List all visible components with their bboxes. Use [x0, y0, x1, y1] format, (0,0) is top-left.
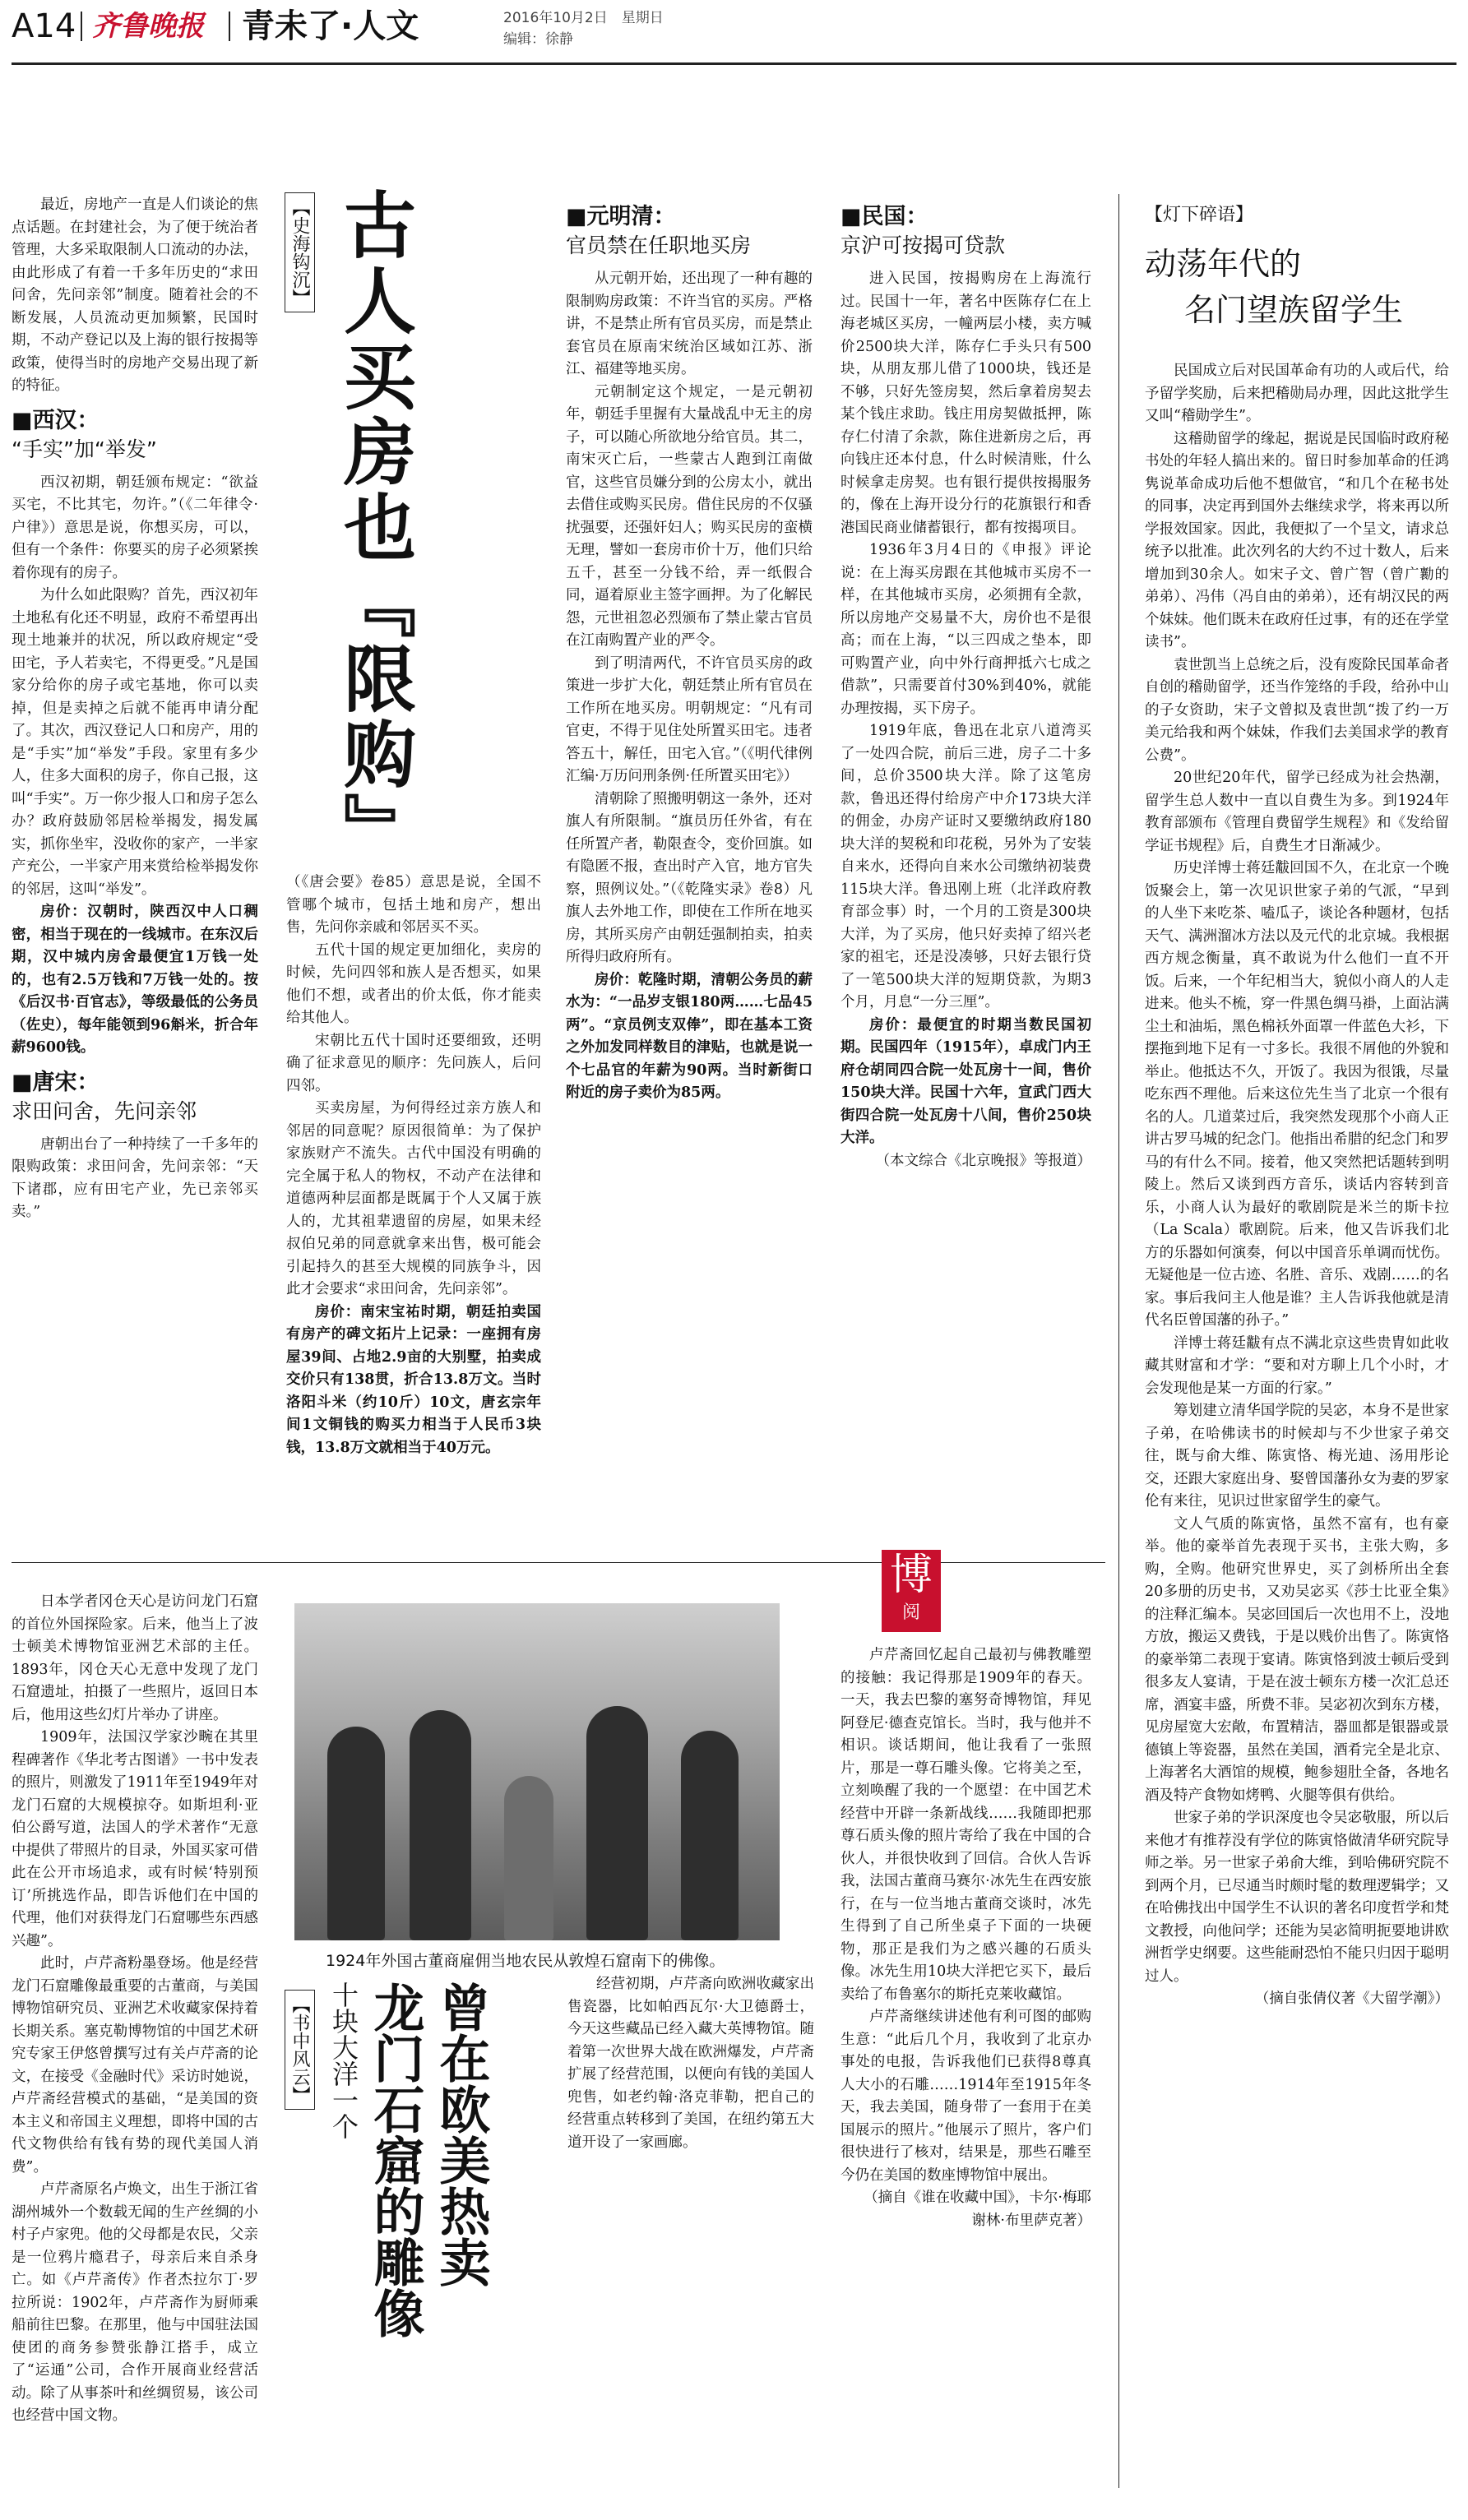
article1-col3 [566, 194, 813, 1551]
horizontal-divider [12, 1562, 1105, 1563]
article1-col1 [12, 194, 258, 1551]
a3-p3: 此时，卢芹斋粉墨登场。他是经营龙门石窟雕像最重要的古董商，与美国博物馆研究员、亚洲艺术收藏家保持着长期关系。塞克勒博物馆的中国艺术研究专家王伊悠曾撰写过有关卢芹斋的论文，在接受《金融时代》采访时她说，卢芹斋经营模式的基础，“是美国的资本主义和帝国主义理想，即将中国的古代文物供给有钱有势的现代美国人消费”。 [12, 1955, 258, 2176]
article2-source: （摘自张倩仪著《大留学潮》） [1254, 1991, 1449, 2007]
article1-source: （本文综合《北京晚报》等报道） [875, 1152, 1091, 1169]
s3-p4: 清朝除了照搬明朝这一条外，还对旗人有所限制。“旗员历任外省，有在任所置产者，勒限查令，变价回旗。如有隐匿不报，查出时产入官，地方官失察，照例议处。”（《乾隆实录》卷8）凡旗人去外地工作，即使在工作所在地买房，其所买房产由朝廷强制拍卖，拍卖所得归政府所有。 [566, 790, 813, 965]
s4-head: ■民国： [841, 204, 928, 229]
a2-p4: 20世纪20年代，留学已经成为社会热潮，留学生总人数中一直以自费生为多。到1924年教育部颁布《管理自费留学生规程》和《发给留学证书规程》后，自费生才日渐减少。 [1145, 770, 1449, 854]
s1-price: 汉朝时，陕西汉中人口稠密，相当于现在的一线城市。在东汉后期，汉中城内房舍最便宜1万钱一处的，也有2.5万钱和7万钱一处的。按《后汉书·百官志》，等级最低的公务员（佐史），每年能领到96斛米，折合年薪9600钱。 [12, 904, 259, 1056]
header-divider-2 [229, 12, 230, 41]
figure-3 [504, 1776, 553, 1940]
article1-title: 古人买房也『限购』 [332, 187, 417, 868]
s2-p5: 买卖房屋，为何得经过亲方族人和邻居的同意呢？原因很简单：为了保护家族财产不流失。古代中国没有明确的完全属于私人的物权，不动产在法律和道德两种层面都是既属于个人又属于族人的，尤其祖辈遗留的房屋，如果未经叔伯兄弟的同意就拿来出售，极可能会引起持久的甚至大规模的同族争斗，因此才会要求“求田问舍，先问亲邻”。 [286, 1100, 541, 1297]
a2-p6: 洋博士蒋廷黻有点不满北京这些贵胄如此收藏其财富和才学：“要和对方聊上几个小时，才会发现他是某一方面的行家。” [1145, 1334, 1449, 1397]
article3-tag: 【书中风云】 [285, 1990, 315, 2110]
a2-p2: 这稽勋留学的缘起，据说是民国临时政府秘书处的年轻人搞出来的。留日时参加革命的任鸿隽说革命成功后他不想做官，“和几个在秘书处的同事，决定再到国外去继续求学，将来再以所学报效国家。因此，我便拟了一个呈文，请求总统予以批准。此次列名的大约不过十数人，后来增加到30余人。如宋子文、曾广智（曾广勷的弟弟）、冯伟（冯自由的弟弟），还有胡汉民的两个妹妹。他们既未在政府任过事，有的还在学堂读书”。 [1145, 430, 1449, 650]
page-number: A14 [12, 7, 76, 45]
article2-title-1: 动荡年代的 [1145, 246, 1302, 282]
s2-p3: 五代十国的规定更加细化，卖房的时候，先问四邻和族人是否想买，如果他们不想，或者出的价太低，你才能卖给其他人。 [286, 941, 541, 1026]
article3-col3 [841, 1644, 1106, 2495]
newspaper-logo: 齐鲁晚报 [92, 10, 204, 43]
article3-source: （摘自《谁在收藏中国》，卡尔·梅耶 谢林·布里萨克著） [864, 2189, 1106, 2229]
article2-title-2: 名门望族留学生 [1184, 292, 1404, 328]
article3-title: 曾在欧美热卖 [431, 1981, 491, 2287]
s3-price-label: 房价： [595, 971, 639, 988]
date: 2016年10月2日 [503, 10, 608, 26]
a2-p9: 世家子弟的学识深度也令吴宓敬服，所以后来他才有推荐没有学位的陈寅恪做清华研究院导师之举。另一世家子弟俞大维，到哈佛研究院不到两个月，已尽通当时颇时髦的数理逻辑学；又在哈佛找出中国学生不认识的著名印度哲学和梵文教授，向他问学；还能为吴宓简明扼要地讲欧洲哲学史纲要。这些能耐恐怕不能只归因于聪明过人。 [1145, 1810, 1449, 1985]
stamp-main: 博 [889, 1551, 933, 1600]
s4-price: 最便宜的时期当数民国初期。民国四年（1915年），卓成门内王府仓胡同四合院一处瓦房十一间，售价150块大洋。民国十六年，宣武门西大街四合院一处瓦房十八间，售价250块大洋。 [841, 1016, 1092, 1146]
a2-p5: 历史洋博士蒋廷黻回国不久，在北京一个晚饭聚会上，第一次见识世家子弟的气派，“早到的人坐下来吃茶、嗑瓜子，谈论各种题材，包括天气、满洲溜冰方法以及元代的北京城。我根据西方规念衡量，真不敢说为什么他们一直不开饭。后来，一个年纪相当大，貌似小商人的人走进来。他头不梳，穿一件黑色绸马褂，上面沾满尘土和油垢，黑色棉袄外面罩一件蓝色大衫，下摆拖到地下足有一寸多长。我很不屑他的外貌和举止。他抵达不久，开饭了。我因为很饿，尽量吃东西不理他。后来这位先生当了北京一个很有名的人。几道菜过后，我突然发现那个小商人正讲古罗马城的纪念门。他指出希腊的纪念门和罗马的有什么不同。接着，他又突然把话题转到明陵上。然后又谈到西方音乐，谈话内容转到音乐，小商人认为最好的歌剧院是米兰的斯卡拉（La Scala）歌剧院。后来，他又告诉我们北方的乐器如何演奏，何以中国音乐单调而忧伤。无疑他是一位古迹、名胜、音乐、戏剧……的名家。事后我问主人他是谁？主人告诉我他就是清代名臣曾国藩的孙子。” [1145, 860, 1449, 1329]
article3-col1 [12, 1591, 258, 2495]
figure-5 [681, 1731, 739, 1940]
s3-head: ■元明清： [566, 204, 676, 229]
s1-price-label: 房价： [40, 904, 88, 920]
figure-1 [327, 1727, 385, 1940]
article3-col2 [567, 1973, 814, 2495]
a3-p1: 日本学者冈仓天心是访问龙门石窟的首位外国探险家。后来，他当上了波士顿美术博物馆亚洲艺术部的主任。1893年，冈仓天心无意中发现了龙门石窟遗址，拍摄了一些照片，返回日本后，他用这些幻灯片举办了讲座。 [12, 1593, 258, 1723]
s2-sub: 求田问舍，先问亲邻 [12, 1098, 197, 1123]
s4-p3: 1919年底，鲁迅在北京八道湾买了一处四合院，前后三进，房子二十多间，总价3500块大洋。除了这笔房款，鲁迅还得付给房产中介173块大洋的佣金，办房产证时又要缴纳政府180块大洋的契税和印花税，另外为了安装自来水，还得向自来水公司缴纳初装费115块大洋。鲁迅刚上班（北洋政府教育部佥事）时，一个月的工资是300块大洋，为了买房，他只好卖掉了绍兴老家的祖宅，还是没凑够，只好去银行贷了一笔500块大洋的短期贷款，为期3个月，月息“一分三厘”。 [841, 723, 1091, 1010]
s4-sub: 京沪可按揭可贷款 [841, 234, 1006, 257]
s3-price: 乾隆时期，清朝公务员的薪水为：“一品岁支银180两……七品45两”。“京员例支双俸”，即在基本工资之外加发同样数目的津贴，也就是说一个七品官的年薪为90两。当时新街口附近的房子卖价为85两。 [566, 971, 813, 1101]
s2-p4: 宋朝比五代十国时还要细致，还明确了征求意见的顺序：先问族人，后问四邻。 [286, 1032, 541, 1094]
a2-p1: 民国成立后对民国革命有功的人或后代，给予留学奖励，后来把稽勋局办理，因此这批学生又叫“稽勋学生”。 [1145, 363, 1449, 424]
s2-p1: 唐朝出台了一种持续了一千多年的限购政策：求田问舍，先问亲邻：“天下诸郡，应有田宅产业，先已亲邻买卖。” [12, 1135, 258, 1220]
photo-caption: 1924年外国古董商雇佣当地农民从敦煌石窟南下的佛像。 [326, 1952, 725, 1970]
header-rule [12, 62, 1456, 65]
s1-head: ■西汉： [12, 407, 100, 433]
intro: 最近，房地产一直是人们谈论的焦点话题。在封建社会，为了便于统治者管理，大多采取限制人口流动的办法，由此形成了有着一千多年历史的“求田问舍，先问亲邻”制度。随着社会的不断发展，人员流动更加频繁，民国时期，不动产登记以及上海的银行按揭等政策，使得当时的房地产交易出现了新的特征。 [12, 197, 258, 394]
s1-p2: 为什么如此限购？首先，西汉初年土地私有化还不明显，政府不希望再出现土地兼并的状况，所以政府规定“受田宅，予人若卖宅，不得更受。”凡是国家分给你的房子或宅基地，你可以卖掉，但是卖掉之后就不能再申请分配了。其次，西汉登记人口和房产，用的是“手实”加“举发”手段。家里有多少人，住多大面积的房子，你自己报，这叫“手实”。万一你少报人口和房子怎么办？政府鼓励邻居检举揭发，揭发属实，抓你坐牢，没收你的家产，一半家产充公，一半家产用来赏给检举揭发你的邻居，这叫“举发”。 [12, 587, 258, 898]
s4-p2: 1936年3月4日的《申报》评论说：在上海买房跟在其他城市买房不一样，在其他城市买房，必须拥有全款，所以房地产交易量不大，房价也不是很高；而在上海，“以三四成之垫本，即可购置产业，向中外行商押抵六七成之借款”，只需要首付30%到40%，就能办理按揭，买下房子。 [841, 542, 1091, 717]
article2-tag: 【灯下碎语】 [1145, 205, 1254, 225]
bo-yue-stamp [882, 1550, 941, 1632]
s3-sub: 官员禁在任职地买房 [566, 234, 752, 257]
s2-head: ■唐宋： [12, 1069, 100, 1095]
article1-col2 [286, 872, 541, 1546]
a3-p7: 卢芹斋继续讲述他有利可图的邮购生意：“此后几个月，我收到了北京办事处的电报，告诉我他们已获得8尊真人大小的石雕……1914年至1915年冬天，我去美国，随身带了一套用于在美国展示的照片。”他展示了照片，客户们很快进行了核对，结果是，那些石雕至今仍在美国的数座博物馆中展出。 [841, 2009, 1091, 2184]
s2-p2: （《唐会要》卷85）意思是说，全国不管哪个城市，包括土地和房产，想出售，先问你亲戚和邻居买不买。 [286, 874, 541, 936]
article1-col4 [841, 194, 1091, 1551]
issue-date [503, 8, 664, 28]
s3-p1: 从元朝开始，还出现了一种有趣的限制购房政策：不许当官的买房。严格讲，不是禁止所有官员买房，而是禁止套官员在原南宋统治区域如江苏、浙江、福建等地买房。 [566, 270, 813, 377]
section-title: 青未了·人文 [242, 7, 419, 45]
a2-p7: 筹划建立清华国学院的吴宓，本身不是世家子弟，在哈佛读书的时候却与不少世家子弟交往，既与俞大维、陈寅恪、梅光迪、汤用彤论交，还跟大家庭出身、娶曾国藩孙女为妻的罗家伦有来往，见识过世家留学生的豪气。 [1145, 1403, 1449, 1510]
editor-credit: 编辑：徐静 [503, 31, 573, 48]
article3-title-sub: 龙门石窟的雕像 [365, 1981, 425, 2338]
a3-p6: 卢芹斋回忆起自己最初与佛教雕塑的接触：我记得那是1909年的春天。一天，我去巴黎的塞努奇博物馆，拜见阿登尼·德查克馆长。当时，我与他并不相识。谈话期间，他让我看了一张照片，那是一尊石雕头像。它将美之至，立刻唤醒了我的一个愿望：在中国艺术经营中开辟一条新战线……我随即把那尊石质头像的照片寄给了我在中国的合伙人，并很快收到了回信。合伙人告诉我，法国古董商马赛尔·冰先生在西安旅行，在与一位当地古董商交谈时，冰先生得到了自己所坐桌子下面的一块硬物，那正是我们为之感兴趣的石质头像。冰先生用10块大洋把它买下，最后卖给了布鲁塞尔的斯托克莱收藏馆。 [841, 1647, 1091, 2003]
a3-p5: 经营初期，卢芹斋向欧洲收藏家出售瓷器，比如帕西瓦尔·大卫德爵士，今天这些藏品已经入藏大英博物馆。随着第一次世界大战在欧洲爆发，卢芹斋扩展了经营范围，以便向有钱的美国人兜售，如老约翰·洛克菲勒，把自己的经营重点转移到了美国，在纽约第五大道开设了一家画廊。 [567, 1976, 814, 2151]
s4-price-label: 房价： [869, 1016, 918, 1033]
a2-p8: 文人气质的陈寅恪，虽然不富有，也有豪举。他的豪举首先表现于买书，主张大购，多购，全购。他研究世界史，买了剑桥所出全套20多册的历史书，又劝吴宓买《莎士比亚全集》的注释汇编本。吴宓回国后一次也用不上，没地方放，搬运又费钱，于是以贱价出售了。陈寅恪的豪举第二表现于宴请。陈寅恪到波士顿后受到很多友人宴请，于是在波士顿东方楼一次汇总还席，酒宴丰盛，所费不菲。吴宓初次到东方楼，见房屋宽大宏敞，布置精洁，器皿都是银器或景德镇上等瓷器，虽然在美国，酒肴完全是北京、上海著名大酒馆的规模，鲍参翅肚全备，各地名酒及特产食物如烤鸭、火腿等俱有供给。 [1145, 1515, 1449, 1804]
a3-p2: 1909年，法国汉学家沙畹在其里程碑著作《华北考古图谱》一书中发表的照片，则激发了1911年至1949年对龙门石窟的大规模掠夺。如斯坦利·亚伯公爵写道，法国人的学术著作“无意中提供了带照片的目录，外国买家可借此在公开市场追求，或有时候‘特别预订’所挑选作品，即告诉他们在中国的代理，他们对获得龙门石窟哪些东西感兴趣”。 [12, 1729, 258, 1949]
historical-photo [294, 1603, 780, 1940]
stamp-small: 阅 [901, 1602, 920, 1623]
a2-p3: 袁世凯当上总统之后，没有废除民国革命者自创的稽勋留学，还当作笼络的手段，给孙中山的子女资助，宋子文曾拟及袁世凯“拨了约一万美元给我和两个妹妹，作我们去美国求学的教育公费”。 [1145, 656, 1449, 764]
figure-4 [586, 1706, 648, 1940]
figure-2 [410, 1710, 471, 1940]
article1-tag: 【史海钩沉】 [285, 192, 315, 312]
s1-p1: 西汉初期，朝廷颁布规定：“欲益买宅，不比其宅，勿许。”（《二年律令·户律》）意思是说，你想买房，可以，但有一个条件：你要买的房子必须紧挨着你现有的房子。 [12, 474, 258, 581]
header-divider [81, 12, 82, 41]
s2-price-label: 房价： [315, 1303, 361, 1320]
s4-p1: 进入民国，按揭购房在上海流行过。民国十一年，著名中医陈存仁在上海老城区买房，一幢两层小楼，卖方喊价2500块大洋，陈存仁手头只有500块，从朋友那儿借了1000块，钱还是不够，只好先签房契，然后拿着房契去某个钱庄求助。钱庄用房契做抵押，陈存仁付清了余款，陈住进新房之后，再向钱庄还本付息，什么时候清账，什么时候拿走房契。也有银行提供按揭服务的，像在上海开设分行的花旗银行和香港国民商业储蓄银行，都有按揭项目。 [841, 270, 1091, 536]
s3-p2: 元朝制定这个规定，一是元朝初年，朝廷手里握有大量战乱中无主的房子，可以随心所欲地分给官员。其二，南宋灭亡后，一些蒙古人跑到江南做官，这些官员嫌分到的公房太小，就出去借住或购买民房。借住民房的不仅骚扰强要，还强奸妇人；购买民房的蛮横无理，譬如一套房市价十万，他们只给五千，甚至一分钱不给，弄一纸假合同，逼着原业主签字画押。为了化解民怨，元世祖忽必烈颁布了禁止蒙古官员在江南购置产业的严令。 [566, 383, 813, 649]
column-divider [1118, 194, 1119, 2488]
article2-col [1145, 360, 1449, 2494]
article3-kicker: 十块大洋一个 [328, 1981, 359, 2139]
a3-p4: 卢芹斋原名卢焕文，出生于浙江省湖州城外一个数载无闻的生产丝绸的小村子卢家兜。他的父母都是农民，父亲是一位鸦片瘾君子，母亲后来自杀身亡。如《卢芹斋传》作者杰拉尔丁·罗拉所说：1902年，卢芹斋作为厨师乘船前往巴黎。在那里，他与中国驻法国使团的商务参赞张静江搭手，成立了“运通”公司，合作开展商业经营活动。除了从事茶叶和丝绸贸易，该公司也经营中国文物。 [12, 2181, 258, 2424]
s1-sub: “手实”加“举发” [12, 437, 157, 461]
s3-p3: 到了明清两代，不许官员买房的政策进一步扩大化，朝廷禁止所有官员在工作所在地买房。明朝规定：“凡有司官吏，不得于见住处所置买田宅。违者答五十，解任，田宅入官。”（《明代律例汇编·万历问刑条例·任所置买田宅》） [566, 654, 813, 784]
s2-price: 南宋宝祐时期，朝廷拍卖国有房产的碑文拓片上记录：一座拥有房屋39间、占地2.9亩的大别墅，拍卖成交价只有138贯，折合13.8万文。当时洛阳斗米（约10斤）10文，唐玄宗年间1文铜钱的购买力相当于人民币3块钱，13.8万文就相当于40万元。 [286, 1303, 542, 1456]
weekday: 星期日 [621, 10, 664, 26]
